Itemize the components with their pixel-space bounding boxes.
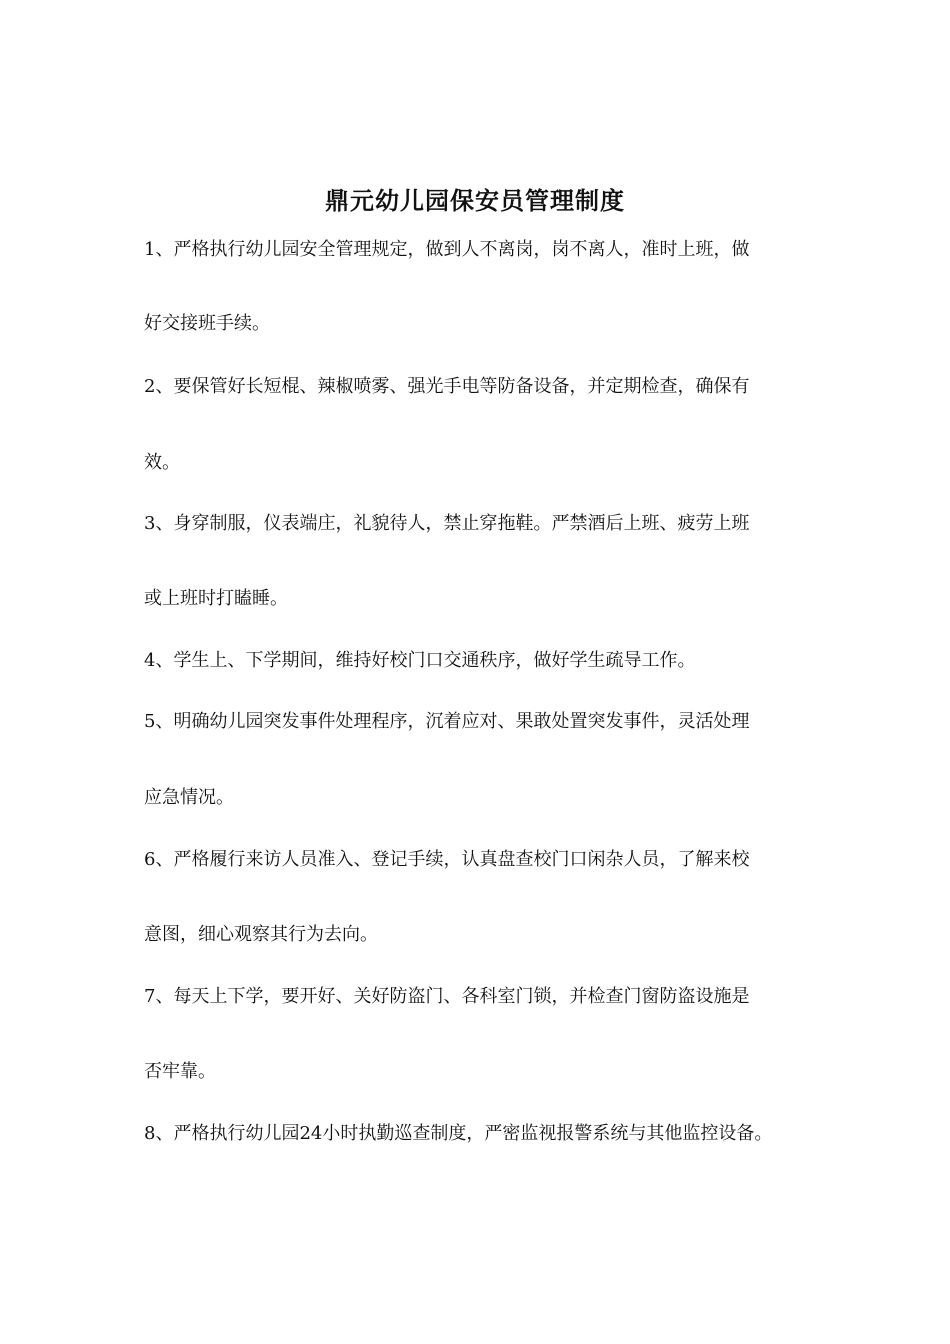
rule-5-line-1: 5、明确幼儿园突发事件处理程序，沉着应对、果敢处置突发事件，灵活处理 (144, 711, 750, 732)
document-title: 鼎元幼儿园保安员管理制度 (325, 186, 625, 215)
rule-3-line-2: 或上班时打瞌睡。 (144, 588, 288, 609)
rule-4-line-1: 4、学生上、下学期间，维持好校门口交通秩序，做好学生疏导工作。 (144, 650, 696, 671)
rule-8-line-1: 8、严格执行幼儿园24小时执勤巡查制度，严密监视报警系统与其他监控设备。 (144, 1123, 773, 1144)
rule-6-line-2: 意图，细心观察其行为去向。 (144, 924, 378, 945)
rule-1-line-2: 好交接班手续。 (144, 313, 270, 334)
rule-7-line-2: 否牢靠。 (144, 1061, 216, 1082)
rule-2-line-1: 2、要保管好长短棍、辣椒喷雾、强光手电等防备设备，并定期检查，确保有 (144, 376, 750, 397)
rule-3-line-1: 3、身穿制服，仪表端庄，礼貌待人，禁止穿拖鞋。严禁酒后上班、疲劳上班 (144, 513, 750, 534)
rule-5-line-2: 应急情况。 (144, 787, 234, 808)
rule-1-line-1: 1、严格执行幼儿园安全管理规定，做到人不离岗，岗不离人，准时上班，做 (144, 239, 750, 260)
rule-7-line-1: 7、每天上下学，要开好、关好防盗门、各科室门锁，并检查门窗防盗设施是 (144, 986, 750, 1007)
rule-2-line-2: 效。 (144, 452, 180, 473)
rule-6-line-1: 6、严格履行来访人员准入、登记手续，认真盘查校门口闲杂人员，了解来校 (144, 849, 750, 870)
